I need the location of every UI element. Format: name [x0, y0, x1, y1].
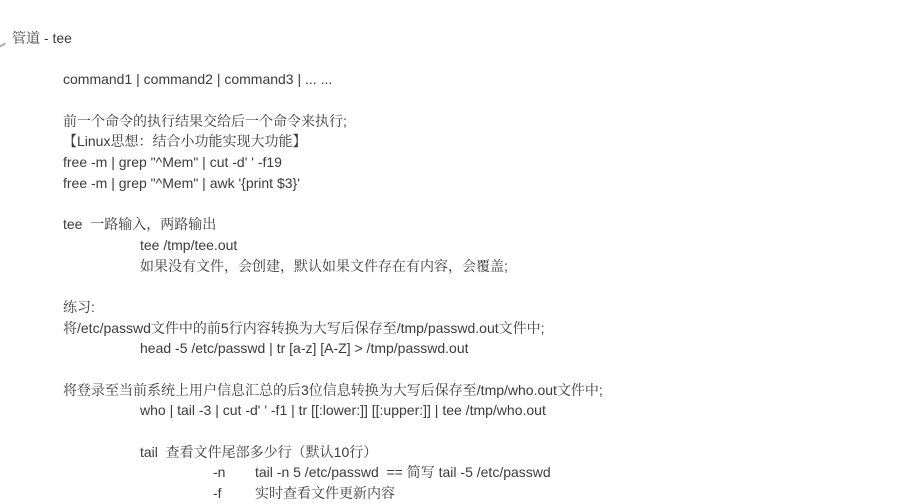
text-line	[0, 400, 900, 421]
line-text: who | tail -3 | cut -d' ' -f1 | tr [[:lower:]] [[:upper:]] | tee /tmp/who.out	[140, 402, 546, 419]
text-line	[0, 214, 900, 235]
text-line	[0, 69, 900, 90]
line-text: 【Linux思想：结合小功能实现大功能】	[63, 133, 307, 150]
line-text: 将登录至当前系统上用户信息汇总的后3位信息转换为大写后保存至/tmp/who.out文件中;	[63, 381, 603, 398]
text-line	[0, 297, 900, 318]
line-text: tee 一路输入，两路输出	[63, 216, 217, 233]
blank-line	[0, 90, 900, 111]
line-text: tail 查看文件尾部多少行（默认10行）	[140, 443, 378, 460]
line-text: free -m | grep "^Mem" | cut -d' ' -f19	[63, 154, 282, 171]
line-text: 如果没有文件，会创建，默认如果文件存在有内容，会覆盖;	[140, 257, 508, 274]
line-text: 实时查看文件更新内容	[255, 485, 395, 502]
line-text: tee /tmp/tee.out	[140, 236, 238, 253]
blank-line	[0, 421, 900, 442]
line-text: command1 | command2 | command3 | ... ...	[63, 71, 333, 88]
document-body[interactable]	[0, 28, 900, 504]
blank-line	[0, 359, 900, 380]
text-line	[0, 318, 900, 339]
text-line	[0, 462, 900, 483]
page-title	[0, 28, 900, 49]
text-line	[0, 152, 900, 173]
line-text: 将/etc/passwd文件中的前5行内容转换为大写后保存至/tmp/passwd.out文件中;	[63, 319, 545, 336]
text-line	[0, 442, 900, 463]
blank-line	[0, 276, 900, 297]
text-line	[0, 131, 900, 152]
text-line	[0, 256, 900, 277]
text-line	[0, 235, 900, 256]
line-text: tail -n 5 /etc/passwd == 简写 tail -5 /etc/passwd	[255, 464, 551, 481]
line-text: head -5 /etc/passwd | tr [a-z] [A-Z] > /tmp/passwd.out	[140, 340, 469, 357]
line-text: 管道 - tee	[12, 30, 72, 46]
line-text: 前一个命令的执行结果交给后一个命令来执行;	[63, 112, 347, 129]
text-line	[0, 173, 900, 194]
line-text: 练习:	[63, 298, 95, 315]
text-line	[0, 380, 900, 401]
option-flag: -n	[213, 464, 226, 481]
blank-line	[0, 194, 900, 215]
text-line	[0, 111, 900, 132]
text-line	[0, 338, 900, 359]
blank-line	[0, 49, 900, 70]
option-flag: -f	[213, 485, 222, 502]
line-text: free -m | grep "^Mem" | awk '{print $3}'	[63, 174, 300, 191]
